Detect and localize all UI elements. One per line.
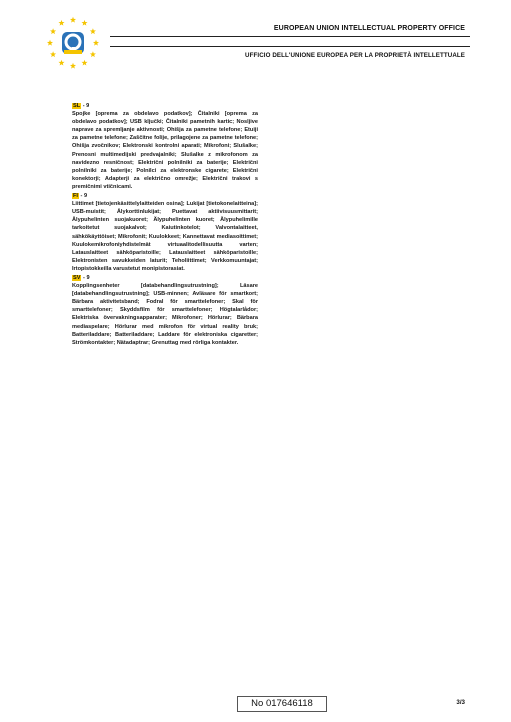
header-rule-top: [110, 36, 470, 37]
logo-star-icon: [50, 51, 56, 57]
goods-text: Spojke [oprema za obdelavo podatkov]; Čitalniki [oprema za obdelavo podatkov]; USB ključki; Čitalniki pametnih kartic; Nosljive naprave za spremljanje aktivnosti; Ohišja za pametne telefone; Etuiji za pametne telefone; Zaščitne folije, prilagojene za pametne telefone; Ohišja zvočnikov; Elektronski kontrolni aparati; Mikrofoni; Slušalke; Prenosni multimedijski predvajalniki; Slušalke z mikrofonom za navidezno resničnost; Električni polnilniki za baterije; Električni polnilniki za baterije; Polnilci za elektronske cigarete; Električni konektorji; Adapterji za električno omrežje; Električni trakovi s premičnimi vtičnicami.: [72, 111, 258, 190]
logo-star-icon: [90, 51, 96, 57]
entry-heading: [72, 192, 258, 200]
header-office-en: EUROPEAN UNION INTELLECTUAL PROPERTY OFFICE: [273, 25, 465, 32]
page-number: 3/3: [456, 699, 465, 706]
logo-star-icon: [58, 20, 64, 26]
entry-heading: [72, 102, 258, 110]
separator: -: [82, 103, 85, 109]
class-number: 9: [86, 103, 90, 109]
logo-star-icon: [47, 40, 53, 46]
entry-sl: [72, 102, 258, 191]
separator: -: [80, 193, 83, 200]
entry-fi: [72, 192, 258, 273]
goods-text: Kopplingsenheter [databehandlingsutrustning]; Läsare [databehandlingsutrustning]; USB-minnen; Avläsare för smartkort; Bärbara aktivitetsband; Fodral för smarttelefoner; Skal för smarttelefoner; Skyddsfilm för smarttelefoner; Högtalarlådor; Elektriska övervakningsapparater; Mikrofoner; Hörlurar; Bärbara mediaspelare; Hörlurar med mikrofon för virtual reality bruk; Batteriladdare; Batteriladdare; Laddare för elektroniska cigaretter; Strömkontakter; Nätadaptrar; Grenuttag med rörliga kontakter.: [72, 283, 258, 346]
goods-text: Liittimet [tietojenkäsittelylaitteiden osina]; Lukijat [tietokonelaitteina]; USB-muistit; Älykorttinlukijat; Puettavat aktiivisuusmittarit; Älypuhelinten suojakuoret; Älypuhelinten kuoret; Älypuhelimille tarkoitetut suojakalvot; Kaiutinkotelot; Valvontalaitteet, sähkökäyttöiset; Mikrofonit; Kuulokkeet; Kannettavat mediasoittimet; Kuulokemikrofoniyhdistelmät virtuaalitodellisuutta varten; Latauslaitteet sähköparistoille; Latauslaitteet sähköparistoille; Elektronisten savukkeiden laturit; Teholiittimet; Verkkomuuntajat; Irtopistokkeilla varustetut monipistorasiat.: [72, 201, 258, 272]
separator: -: [83, 274, 85, 281]
document-number: No 017646118: [237, 696, 327, 712]
logo-star-icon: [93, 40, 99, 46]
language-code: SV: [73, 274, 81, 281]
entry-heading: [72, 274, 258, 282]
logo-star-icon: [58, 60, 64, 66]
entry-sv: [72, 274, 258, 347]
class-number: 9: [83, 193, 88, 200]
logo-star-icon: [70, 17, 76, 23]
logo-star-icon: [81, 20, 87, 26]
logo-star-icon: [70, 63, 76, 69]
euipo-logo-icon: [46, 16, 100, 70]
class-number: 9: [86, 274, 90, 281]
header-rule-bottom: [110, 46, 470, 47]
header-office-it: UFFICIO DELL'UNIONE EUROPEA PER LA PROPRIETÀ INTELLETTUALE: [245, 52, 465, 59]
logo-star-icon: [81, 60, 87, 66]
logo-star-icon: [50, 28, 56, 34]
language-code: SL: [73, 103, 81, 109]
language-code: FI: [73, 193, 78, 200]
goods-list: [72, 102, 258, 348]
logo-star-icon: [90, 28, 96, 34]
